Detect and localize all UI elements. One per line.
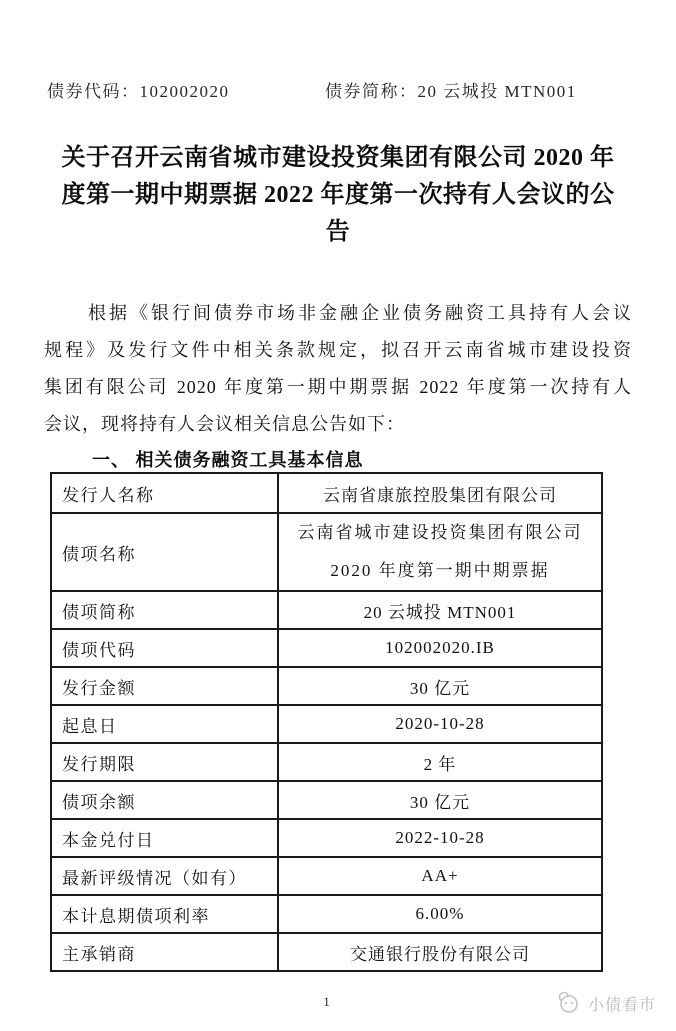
row-label: 债项余额 (51, 781, 278, 819)
page-number: 1 (323, 994, 330, 1009)
row-value: 6.00% (278, 895, 602, 933)
row-label: 债项代码 (51, 629, 278, 667)
row-label: 最新评级情况（如有） (51, 857, 278, 895)
row-value: 云南省康旅控股集团有限公司 (278, 473, 602, 513)
doc-title (38, 140, 638, 251)
row-label: 本金兑付日 (51, 819, 278, 857)
table-row (51, 781, 602, 819)
row-label: 主承销商 (51, 933, 278, 971)
title-line: 关于召开云南省城市建设投资集团有限公司 2020 年 (61, 145, 615, 171)
table-row (51, 857, 602, 895)
table-row (51, 591, 602, 629)
title-line: 告 (325, 219, 351, 245)
bond-short-name-text: 债券简称：20 云城投 MTN001 (325, 82, 577, 101)
section-heading: 一、 相关债务融资工具基本信息 (92, 450, 364, 470)
row-value-line: 云南省城市建设投资集团有限公司 (297, 523, 583, 542)
title-line: 度第一期中期票据 2022 年度第一次持有人会议的公 (61, 182, 615, 208)
table-row (51, 933, 602, 971)
row-value: 2020-10-28 (278, 705, 602, 743)
paragraph-line: 会议，现将持有人会议相关信息公告如下： (44, 414, 405, 434)
row-label: 债项名称 (51, 513, 278, 591)
row-value: 30 亿元 (278, 781, 602, 819)
row-value: 30 亿元 (278, 667, 602, 705)
bond-code-text: 债券代码：102002020 (47, 82, 230, 101)
paragraph-line: 集团有限公司 2020 年度第一期中期票据 2022 年度第一次持有人 (44, 377, 632, 397)
watermark-text: 小债看市 (588, 996, 657, 1014)
paragraph-line: 根据《银行间债券市场非金融企业债务融资工具持有人会议 (88, 303, 632, 323)
row-value: 2 年 (278, 743, 602, 781)
row-label: 债项简称 (51, 591, 278, 629)
row-value-line: 2020 年度第一期中期票据 (330, 561, 550, 580)
row-label: 起息日 (51, 705, 278, 743)
info-table (50, 472, 603, 972)
row-value (278, 513, 602, 591)
table-row (51, 895, 602, 933)
row-value: 102002020.IB (278, 629, 602, 667)
table-row (51, 705, 602, 743)
table-row (51, 473, 602, 513)
row-value: AA+ (278, 857, 602, 895)
row-label: 发行金额 (51, 667, 278, 705)
table-row (51, 629, 602, 667)
row-value: 20 云城投 MTN001 (278, 591, 602, 629)
row-value: 2022-10-28 (278, 819, 602, 857)
watermark (556, 990, 656, 1016)
paragraph-line: 规程》及发行文件中相关条款规定，拟召开云南省城市建设投资 (44, 340, 632, 360)
intro-paragraph (44, 295, 632, 443)
table-row (51, 667, 602, 705)
table-row (51, 743, 602, 781)
table-row (51, 513, 602, 591)
doc-header (47, 77, 646, 101)
row-label: 发行期限 (51, 743, 278, 781)
row-label: 发行人名称 (51, 473, 278, 513)
row-label: 本计息期债项利率 (51, 895, 278, 933)
row-value: 交通银行股份有限公司 (278, 933, 602, 971)
panda-logo-icon (556, 990, 582, 1016)
table-row (51, 819, 602, 857)
